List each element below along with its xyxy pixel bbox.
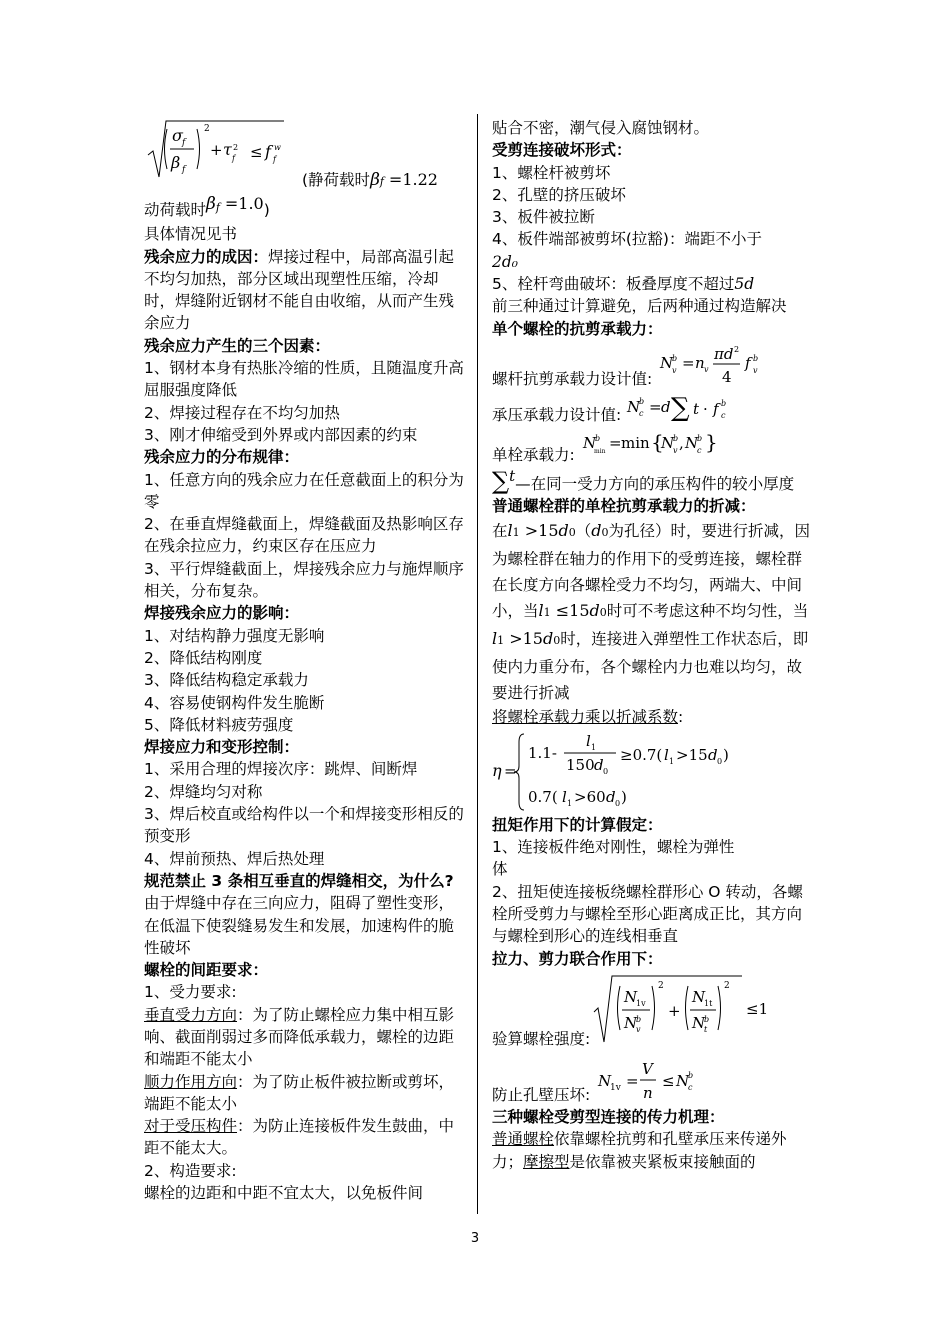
torque-2: 2、扭矩使连接板绕螺栓群形心 O 转动，各螺栓所受剪力与螺栓至形心距离成正比，其方向与螺栓到形心的连线相垂直 — [492, 882, 803, 946]
svg-text:n: n — [643, 1083, 653, 1102]
svg-text:,: , — [678, 433, 684, 452]
svg-text:N: N — [627, 397, 641, 416]
svg-text:min: min — [593, 447, 606, 455]
shear-fail-3: 3、板件被拉断 — [492, 208, 595, 227]
question-title: 规范禁止 3 条相互垂直的焊缝相交，为什么? — [144, 871, 454, 890]
svg-text:1: 1 — [567, 798, 573, 808]
svg-text:}: } — [704, 429, 718, 454]
spacing-parallel: 顺力作用方向：为了防止板件被拉断或剪坏，端距不能太小 — [144, 1072, 455, 1113]
svg-text:f: f — [745, 353, 751, 372]
svg-text:N: N — [676, 1071, 690, 1090]
svg-text:c: c — [639, 408, 644, 418]
svg-text:η: η — [492, 760, 502, 780]
spacing-force-req: 1、受力要求: — [144, 983, 237, 1002]
svg-text:d: d — [606, 787, 616, 806]
svg-text:b: b — [672, 353, 678, 363]
svg-text:σ: σ — [172, 126, 183, 145]
svg-text:c: c — [721, 410, 726, 420]
svg-text:d: d — [661, 397, 671, 416]
svg-text:≤: ≤ — [250, 143, 263, 161]
svg-text:2: 2 — [658, 980, 664, 991]
svg-text:l: l — [586, 731, 591, 750]
svg-text:1t: 1t — [704, 998, 713, 1008]
shear-fail-4: 4、板件端部被剪坏(拉豁)：端距不小于 — [492, 230, 762, 249]
residual-effect-2: 2、降低结构刚度 — [144, 648, 263, 667]
svg-text:b: b — [696, 433, 702, 443]
svg-text:0: 0 — [717, 756, 723, 766]
svg-text:>15: >15 — [676, 745, 708, 764]
svg-text:t: t — [693, 399, 700, 418]
svg-text:150: 150 — [566, 755, 595, 774]
svg-text:=: = — [504, 761, 517, 780]
svg-text:0: 0 — [615, 798, 621, 808]
residual-effect-4: 4、容易使钢构件发生脆断 — [144, 693, 325, 712]
svg-text:{: { — [650, 429, 664, 454]
dynamic-load-note: 动荷载时$\beta^f =1.0$) — [144, 194, 270, 219]
svg-text:·: · — [703, 399, 709, 418]
sum-symbol: ∑ — [492, 466, 510, 495]
svg-text:=: = — [626, 1071, 639, 1090]
residual-effect-5: 5、降低材料疲劳强度 — [144, 715, 294, 734]
svg-text:v: v — [753, 365, 758, 375]
svg-text:1: 1 — [591, 742, 597, 752]
svg-text:N: N — [598, 1071, 612, 1090]
svg-text:≤1: ≤1 — [746, 999, 769, 1018]
group-reduction: 将螺栓承载力乘以折减系数: — [492, 707, 684, 726]
control-3: 3、焊后校直或给构件以一个和焊接变形相反的预变形 — [144, 805, 464, 846]
page-number: 3 — [470, 1231, 480, 1246]
svg-text:+: + — [668, 1001, 681, 1020]
svg-text:f: f — [182, 138, 186, 148]
check-strength-row: 验算螺栓强度: N 1v N b v 2 + N 1t N b t 2 ≤1 — [492, 970, 817, 1050]
svg-text:): ) — [621, 787, 627, 806]
question-answer: 由于焊缝中存在三向应力，阻碍了塑性变形，在低温下使裂缝易发生和发展，加速构件的脆性破坏 — [144, 894, 455, 957]
spacing-compress: 对于受压构件：为防止连接板件发生鼓曲，中距不能太大。 — [144, 1117, 455, 1158]
shear-fail-1: 1、螺栓杆被剪坏 — [492, 163, 611, 182]
svg-text:): ) — [723, 745, 729, 764]
static-load-note: (静荷载时βf =1.22 — [302, 170, 438, 190]
svg-text:v: v — [672, 365, 677, 375]
single-capacity-row: 单栓承载力: N b min = min { N b v , N b c } — [492, 426, 817, 466]
svg-text:b: b — [636, 1014, 642, 1024]
shear-design-row: 螺杆抗剪承载力设计值: N b v = n v πd 2 4 f b v — [492, 340, 817, 390]
shear-design-formula — [652, 342, 782, 390]
control-1: 1、采用合理的焊接次序：跳焊、间断焊 — [144, 760, 418, 779]
shear-fail-title: 受剪连接破坏形式： — [492, 141, 632, 160]
svg-text:b: b — [672, 433, 678, 443]
svg-text:f: f — [232, 154, 235, 163]
spacing-construct-req: 2、构造要求: — [144, 1161, 237, 1180]
torque-title: 扭矩作用下的计算假定： — [492, 815, 663, 834]
svg-text:N: N — [692, 1013, 706, 1032]
svg-text:f: f — [713, 399, 719, 418]
svg-text:1v: 1v — [636, 998, 646, 1008]
svg-text:c: c — [696, 445, 702, 455]
svg-text:2: 2 — [734, 344, 740, 354]
svg-text:2: 2 — [233, 143, 239, 152]
group-title: 普通螺栓群的单栓抗剪承载力的折减： — [492, 497, 756, 516]
residual-cause: 残余应力的成因：焊接过程中，局部高温引起不均匀加热，部分区域出现塑性压缩，冷却时，焊缝附近钢材不能自由收缩，从而产生残余应力 — [144, 247, 455, 333]
group-paragraph: 在l1 >15d0（d0为孔径）时，要进行折减，因为螺栓群在轴力的作用下的受剪连接，螺栓群在长度方向各螺栓受力不均匀，两端大、中间小，当l1 ≤15d0时可不考虑这种不均匀性，当l1 >15d0时，连接进入弹塑性工作状态后，即使内力重分布，各个螺栓内力也难以均匀，故要进行折减 — [492, 520, 811, 702]
prevent-formula — [590, 1052, 730, 1106]
svg-text:N: N — [624, 1013, 638, 1032]
residual-factor-1: 1、钢材本身有热胀冷缩的性质，且随温度升高屈服强度降低 — [144, 359, 464, 400]
check-strength-formula — [590, 972, 780, 1050]
spacing-vertical: 垂直受力方向：为了防止螺栓应力集中相互影响、截面削弱过多而降低承载力，螺栓的边距和端距不能太小 — [144, 1005, 455, 1069]
svg-text:V: V — [642, 1059, 654, 1078]
svg-text:b: b — [704, 1014, 710, 1024]
torque-1: 1、连接板件绝对刚性，螺栓为弹性体 — [492, 838, 735, 879]
svg-text:>60: >60 — [574, 787, 606, 806]
residual-factor-2: 2、焊接过程存在不均匀加热 — [144, 403, 340, 422]
svg-text:t: t — [704, 1024, 708, 1034]
residual-factor-3: 3、刚才伸缩受到外界或内部因素的约束 — [144, 425, 418, 444]
column-divider — [477, 114, 478, 1214]
svg-text:=: = — [649, 397, 662, 416]
sum-t-row: ∑t—在同一受力方向的承压构件的较小厚度 — [492, 466, 795, 495]
shear-fail-5: 5、栓杆弯曲破坏：板叠厚度不超过5d — [492, 275, 755, 294]
svg-text:d: d — [708, 745, 718, 764]
fillet-weld-formula — [144, 117, 466, 190]
fillet-weld-formula-svg — [144, 117, 304, 183]
svg-text:n: n — [695, 353, 705, 372]
svg-text:πd: πd — [714, 344, 734, 363]
svg-text:f: f — [265, 142, 271, 161]
svg-text:N: N — [692, 987, 706, 1006]
svg-text:d: d — [594, 755, 604, 774]
three-text: 普通螺栓依靠螺栓抗剪和孔壁承压来传递外力；摩擦型是依靠被夹紧板束接触面的 — [492, 1130, 787, 1171]
svg-text:2: 2 — [724, 980, 730, 991]
svg-text:N: N — [624, 987, 638, 1006]
svg-text:τ: τ — [223, 140, 232, 159]
svg-text:min: min — [620, 433, 650, 452]
residual-effect-3: 3、降低结构稳定承载力 — [144, 671, 309, 690]
svg-text:N: N — [660, 433, 674, 452]
continuation-text: 贴合不密，潮气侵入腐蚀钢材。 — [492, 119, 710, 137]
bearing-design-row: 承压承载力设计值: N b c = d ∑ t · f b c — [492, 390, 817, 426]
residual-effect-1: 1、对结构静力强度无影响 — [144, 626, 325, 645]
svg-text:c: c — [688, 1082, 693, 1092]
svg-text:l: l — [562, 787, 567, 806]
residual-effects-title: 焊接残余应力的影响： — [144, 604, 300, 623]
svg-text:1: 1 — [669, 756, 675, 766]
spacing-construct-text: 螺栓的边距和中距不宜太大，以免板件间 — [144, 1184, 424, 1203]
svg-text:4: 4 — [722, 367, 732, 386]
svg-text:1v: 1v — [610, 1082, 622, 1093]
eta-formula — [492, 728, 792, 814]
control-4: 4、焊前预热、焊后热处理 — [144, 849, 325, 868]
residual-distribution-3: 3、平行焊缝截面上，焊接残余应力与施焊顺序相关，分布复杂。 — [144, 559, 464, 601]
svg-text:b: b — [753, 353, 759, 363]
left-column — [144, 117, 466, 1204]
svg-text:2: 2 — [204, 124, 210, 134]
combined-title: 拉力、剪力联合作用下： — [492, 949, 663, 968]
svg-text:1.1-: 1.1- — [528, 743, 557, 762]
control-2: 2、焊缝均匀对称 — [144, 782, 263, 801]
svg-text:∑: ∑ — [671, 392, 690, 423]
svg-text:+: + — [210, 141, 223, 159]
residual-distribution-1: 1、任意方向的残余应力在任意截面上的积分为零 — [144, 470, 464, 511]
svg-text:=: = — [682, 353, 695, 372]
svg-text:b: b — [594, 433, 600, 443]
svg-text:f: f — [182, 165, 186, 175]
svg-text:l: l — [664, 745, 669, 764]
svg-text:b: b — [721, 398, 727, 408]
svg-text:w: w — [274, 143, 281, 152]
svg-text:β: β — [171, 153, 181, 172]
svg-text:v: v — [672, 445, 678, 455]
svg-text:0: 0 — [603, 766, 609, 776]
bearing-design-formula — [621, 392, 751, 426]
spacing-title: 螺栓的间距要求： — [144, 961, 269, 980]
shear-fail-note: 前三种通过计算避免，后两种通过构造解决 — [492, 297, 787, 316]
svg-text:f: f — [273, 155, 276, 164]
residual-distribution-2: 2、在垂直焊缝截面上，焊缝截面及热影响区存在残余拉应力，约束区存在压应力 — [144, 515, 464, 556]
svg-text:0.7(: 0.7( — [528, 787, 558, 806]
eta-formula-block — [492, 728, 817, 814]
right-column — [492, 117, 817, 1173]
svg-text:v: v — [636, 1024, 641, 1034]
shear-fail-4-value: 2d₀ — [492, 252, 518, 271]
svg-text:b: b — [639, 396, 645, 406]
shear-fail-2: 2、孔壁的挤压破坏 — [492, 185, 626, 204]
three-title: 三种螺栓受剪型连接的传力机理： — [492, 1107, 725, 1126]
svg-text:≥0.7(: ≥0.7( — [620, 745, 663, 764]
prevent-row: 防止孔壁压坏: N 1v = V n ≤ N b c — [492, 1050, 817, 1106]
residual-factors-title: 残余应力产生的三个因素： — [144, 336, 331, 355]
svg-text:N: N — [684, 433, 698, 452]
residual-distribution-title: 残余应力的分布规律： — [144, 448, 300, 467]
svg-text:N: N — [660, 353, 674, 372]
svg-text:N: N — [582, 433, 596, 452]
single-capacity-formula — [575, 428, 735, 466]
svg-text:b: b — [688, 1070, 694, 1080]
single-bolt-title: 单个螺栓的抗剪承载力： — [492, 319, 663, 338]
svg-text:=: = — [608, 433, 622, 452]
see-book-note: 具体情况见书 — [144, 225, 238, 244]
svg-text:≤: ≤ — [662, 1071, 675, 1090]
control-title: 焊接应力和变形控制： — [144, 738, 300, 757]
svg-text:v: v — [704, 364, 709, 374]
